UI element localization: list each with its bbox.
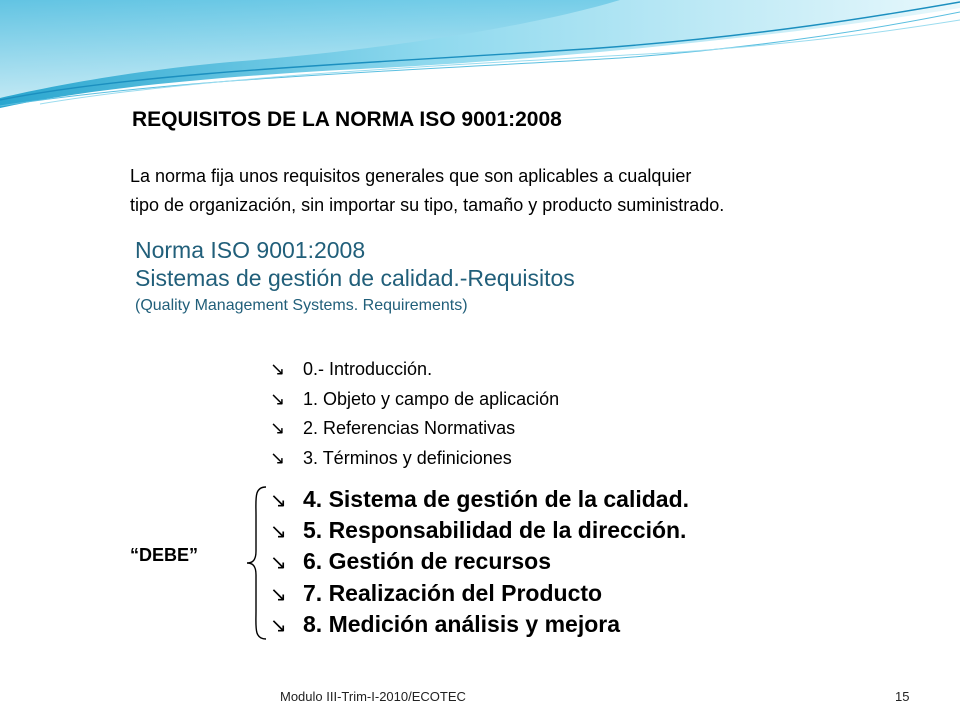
arrow-bullet-icon: ↘ <box>270 418 286 438</box>
arrow-bullet-icon: ↘ <box>270 521 287 544</box>
list-item <box>270 609 689 640</box>
list-item-label: 5. Responsabilidad de la dirección. <box>303 517 687 544</box>
list-item <box>270 385 559 415</box>
page-number: 15 <box>895 689 910 704</box>
arrow-bullet-icon: ↘ <box>270 614 287 637</box>
list-item-label: 8. Medición análisis y mejora <box>303 610 621 637</box>
norm-english-subtitle: (Quality Management Systems. Requirements) <box>135 297 468 314</box>
list-item-label: 7. Realización del Producto <box>303 579 603 606</box>
list-item-label: 3. Términos y definiciones <box>303 447 512 468</box>
arrow-bullet-icon: ↘ <box>270 388 286 409</box>
list-item <box>270 484 689 515</box>
list-item-label: 6. Gestión de recursos <box>303 548 551 575</box>
intro-line: tipo de organización, sin importar su tipo, tamaño y producto suministrado. <box>130 195 725 215</box>
intro-paragraph <box>130 162 724 220</box>
intro-line: La norma fija unos requisitos generales que son aplicables a cualquier <box>130 166 692 186</box>
arrow-bullet-icon: ↘ <box>270 359 286 379</box>
arrow-bullet-icon: ↘ <box>270 552 287 575</box>
footer-text: Modulo III-Trim-I-2010/ECOTEC <box>280 689 466 704</box>
list-item <box>270 515 689 546</box>
informative-sections-list <box>270 355 559 473</box>
mandatory-sections-list <box>270 484 689 640</box>
arrow-bullet-icon: ↘ <box>270 583 287 606</box>
slide-title: REQUISITOS DE LA NORMA ISO 9001:2008 <box>132 108 562 131</box>
arrow-bullet-icon: ↘ <box>270 490 287 512</box>
norm-subtitle: Sistemas de gestión de calidad.-Requisitos <box>135 265 575 291</box>
list-item-label: 2. Referencias Normativas <box>303 418 516 438</box>
left-brace-icon <box>246 485 268 641</box>
list-item-label: 0.- Introducción. <box>303 359 433 379</box>
norm-name: Norma ISO 9001:2008 <box>135 237 366 263</box>
norm-heading <box>135 236 575 319</box>
list-item <box>270 414 559 444</box>
list-item <box>270 546 689 577</box>
debe-label: “DEBE” <box>130 545 199 565</box>
arrow-bullet-icon: ↘ <box>270 447 286 468</box>
list-item <box>270 578 689 609</box>
list-item-label: 1. Objeto y campo de aplicación <box>303 388 560 409</box>
list-item-label: 4. Sistema de gestión de la calidad. <box>303 486 690 512</box>
list-item <box>270 444 559 474</box>
list-item <box>270 355 559 385</box>
